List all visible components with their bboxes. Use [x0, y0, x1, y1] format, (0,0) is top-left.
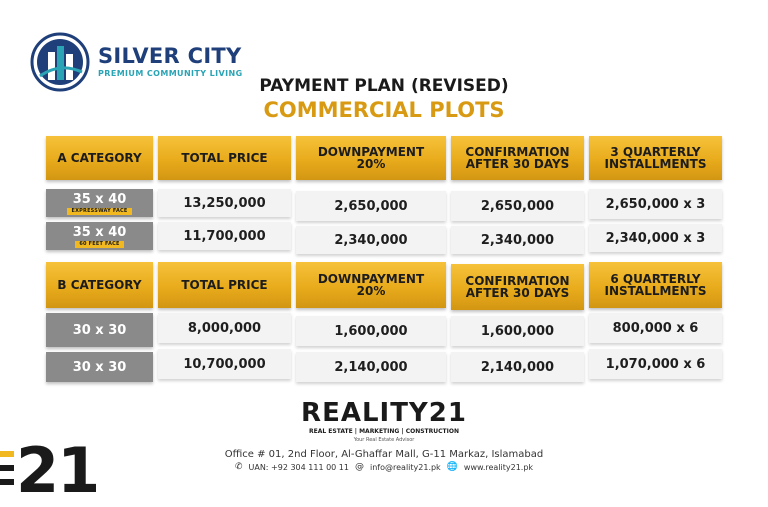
a-row1-size [46, 189, 153, 217]
a-category-header: A CATEGORY [46, 136, 153, 180]
plot-size: 35 x 40 [72, 224, 127, 240]
b-installments-header: 6 QUARTERLY INSTALLMENTS [589, 262, 722, 308]
brand-tagline: PREMIUM COMMUNITY LIVING [98, 69, 243, 78]
reality21-services: REAL ESTATE | MARKETING | CONSTRUCTION [309, 428, 459, 435]
b-row1-total: 8,000,000 [158, 313, 291, 343]
a-row1-downpayment: 2,650,000 [296, 191, 446, 221]
a-row1-total: 13,250,000 [158, 189, 291, 217]
a-row2-downpayment: 2,340,000 [296, 226, 446, 254]
a-confirmation-header: CONFIRMATION AFTER 30 DAYS [451, 136, 584, 180]
b-total-price-header: TOTAL PRICE [158, 262, 291, 308]
office-address: Office # 01, 2nd Floor, Al-Ghaffar Mall, G-11 Markaz, Islamabad [224, 449, 544, 460]
a-row1-installments: 2,650,000 x 3 [589, 189, 722, 219]
b-row2-downpayment: 2,140,000 [296, 352, 446, 382]
a-installments-header: 3 QUARTERLY INSTALLMENTS [589, 136, 722, 180]
b-downpayment-header: DOWNPAYMENT 20% [296, 262, 446, 308]
corner-21-mark: 21 [16, 434, 99, 507]
email-link[interactable]: info@reality21.pk [370, 462, 441, 472]
email-icon: @ [355, 462, 364, 472]
reality21-advisor: Your Real Estate Advisor [353, 437, 415, 443]
plot-face-tag: 60 FEET FACE [75, 241, 123, 248]
plot-size: 35 x 40 [72, 191, 127, 207]
a-row2-total: 11,700,000 [158, 222, 291, 250]
phone-icon: ✆ [234, 462, 243, 472]
website-link[interactable]: www.reality21.pk [463, 462, 534, 472]
b-confirmation-header: CONFIRMATION AFTER 30 DAYS [451, 264, 584, 310]
b-row1-downpayment: 1,600,000 [296, 316, 446, 346]
brand-name: SILVER CITY [98, 44, 242, 68]
b-row1-size: 30 x 30 [46, 313, 153, 347]
globe-icon: 🌐 [446, 462, 458, 472]
b-row1-installments: 800,000 x 6 [589, 313, 722, 343]
reality21-logo: REALITY21 [301, 398, 467, 428]
a-row2-confirmation: 2,340,000 [451, 226, 584, 254]
page-title: PAYMENT PLAN (REVISED) [259, 76, 509, 96]
corner-stripes [0, 451, 14, 497]
contact-row [0, 462, 768, 472]
a-total-price-header: TOTAL PRICE [158, 136, 291, 180]
a-row1-confirmation: 2,650,000 [451, 191, 584, 221]
page-subtitle: COMMERCIAL PLOTS [263, 98, 505, 122]
b-row2-total: 10,700,000 [158, 349, 291, 379]
uan-number: UAN: +92 304 111 00 11 [248, 462, 349, 472]
b-row1-confirmation: 1,600,000 [451, 316, 584, 346]
b-row2-size: 30 x 30 [46, 352, 153, 382]
a-row2-installments: 2,340,000 x 3 [589, 224, 722, 252]
a-row2-size [46, 222, 153, 250]
plot-face-tag: EXPRESSWAY FACE [67, 208, 131, 215]
b-row2-confirmation: 2,140,000 [451, 352, 584, 382]
b-category-header: B CATEGORY [46, 262, 153, 308]
b-row2-installments: 1,070,000 x 6 [589, 349, 722, 379]
a-downpayment-header: DOWNPAYMENT 20% [296, 136, 446, 180]
